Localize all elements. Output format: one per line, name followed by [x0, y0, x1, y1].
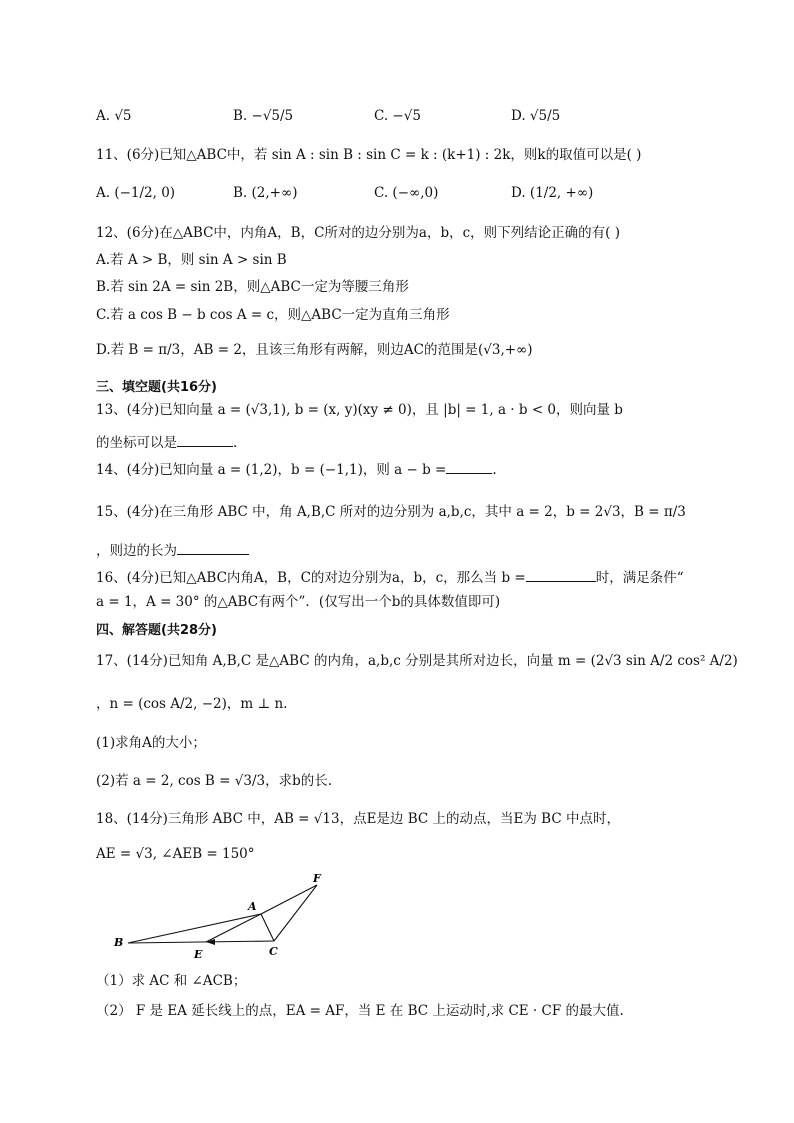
- q15-line1: 15、(4分)在三角形 ABC 中，角 A,B,C 所对的边分别为 a,b,c，其中 a = 2，b = 2√3，B = π/3: [96, 504, 686, 520]
- q13-line1: 13、(4分)已知向量 a = (√3,1), b = (x, y)(xy ≠ 0)，且 |b| = 1, a · b < 0，则向量 b: [96, 402, 623, 418]
- q16-stem-b: 时，满足条件“: [595, 570, 684, 586]
- q15-answer-blank[interactable]: [177, 540, 249, 555]
- q14-answer-blank[interactable]: [446, 459, 492, 474]
- q17-part2: (2)若 a = 2, cos B = √3/3，求b的长.: [96, 773, 333, 789]
- section-heading-solutions: 四、解答题(共28分): [96, 623, 217, 638]
- figure-label-f: F: [313, 872, 321, 885]
- q11-option-a: A. (−1/2, 0): [96, 185, 176, 201]
- q18-part1: （1）求 AC 和 ∠ACB；: [96, 973, 247, 989]
- figure-label-e: E: [194, 948, 203, 960]
- q11-option-c: C. (−∞,0): [374, 185, 439, 201]
- q10-option-a: A. √5: [96, 108, 132, 124]
- figure-label-c: C: [269, 945, 278, 958]
- q11-option-b: B. (2,+∞): [233, 185, 298, 201]
- q11-option-d: D. (1/2, +∞): [511, 185, 594, 201]
- q18-line1: 18、(14分)三角形 ABC 中，AB = √13，点E是边 BC 上的动点，当E为 BC 中点时，: [96, 811, 620, 827]
- q18-triangle-figure: [108, 870, 348, 960]
- q14-line: 14、(4分)已知向量 a = (1,2)，b = (−1,1)，则 a − b = .: [96, 459, 497, 480]
- q12-option-c: C.若 a cos B − b cos A = c，则△ABC一定为直角三角形: [96, 307, 450, 323]
- q14-stem: 14、(4分)已知向量 a = (1,2)，b = (−1,1)，则 a − b =: [96, 462, 447, 478]
- q18-line2: AE = √3, ∠AEB = 150°: [96, 846, 255, 862]
- q17-line2: ，n = (cos A/2, −2)，m ⊥ n.: [96, 696, 288, 712]
- q10-option-d: D. √5/5: [511, 108, 561, 124]
- q16-stem-a: 16、(4分)已知△ABC内角A，B，C的对边分别为a，b，c，那么当 b =: [96, 570, 526, 586]
- q12-stem: 12、(6分)在△ABC中，内角A，B，C所对的边分别为a，b，c，则下列结论正确的有( ): [96, 225, 621, 241]
- q12-option-b: B.若 sin 2A = sin 2B，则△ABC一定为等腰三角形: [96, 279, 409, 295]
- q12-option-a: A.若 A > B，则 sin A > sin B: [96, 252, 287, 268]
- q17-line1: 17、(14分)已知角 A,B,C 是△ABC 的内角，a,b,c 分别是其所对边长，向量 m = (2√3 sin A/2 cos² A/2): [96, 653, 738, 669]
- q13-prompt: 的坐标可以是: [96, 435, 177, 451]
- q13-answer-blank[interactable]: [177, 432, 233, 447]
- q18-part2: （2） F 是 EA 延长线上的点，EA = AF，当 E 在 BC 上运动时,求 CE · CF 的最大值.: [96, 1003, 624, 1019]
- q16-line2: a = 1，A = 30° 的△ABC有两个”．(仅写出一个b的具体数值即可): [96, 594, 501, 610]
- q17-part1: (1)求角A的大小；: [96, 735, 206, 751]
- q10-option-b: B. −√5/5: [233, 108, 294, 124]
- q11-stem: 11、(6分)已知△ABC中，若 sin A : sin B : sin C = k : (k+1) : 2k，则k的取值可以是( ): [96, 147, 642, 163]
- q13-line2: 的坐标可以是 .: [96, 432, 237, 453]
- q15-prompt: ，则边的长为: [96, 543, 177, 559]
- figure-label-a: A: [248, 900, 257, 913]
- q10-option-c: C. −√5: [374, 108, 421, 124]
- section-heading-fill-in: 三、填空题(共16分): [96, 380, 217, 395]
- q16-answer-blank[interactable]: [526, 567, 596, 582]
- q16-line1: [96, 567, 684, 588]
- q15-line2: [96, 540, 249, 561]
- figure-label-b: B: [114, 936, 124, 949]
- q12-option-d: D.若 B = π/3，AB = 2，且该三角形有两解，则边AC的范围是(√3,+∞): [96, 342, 533, 358]
